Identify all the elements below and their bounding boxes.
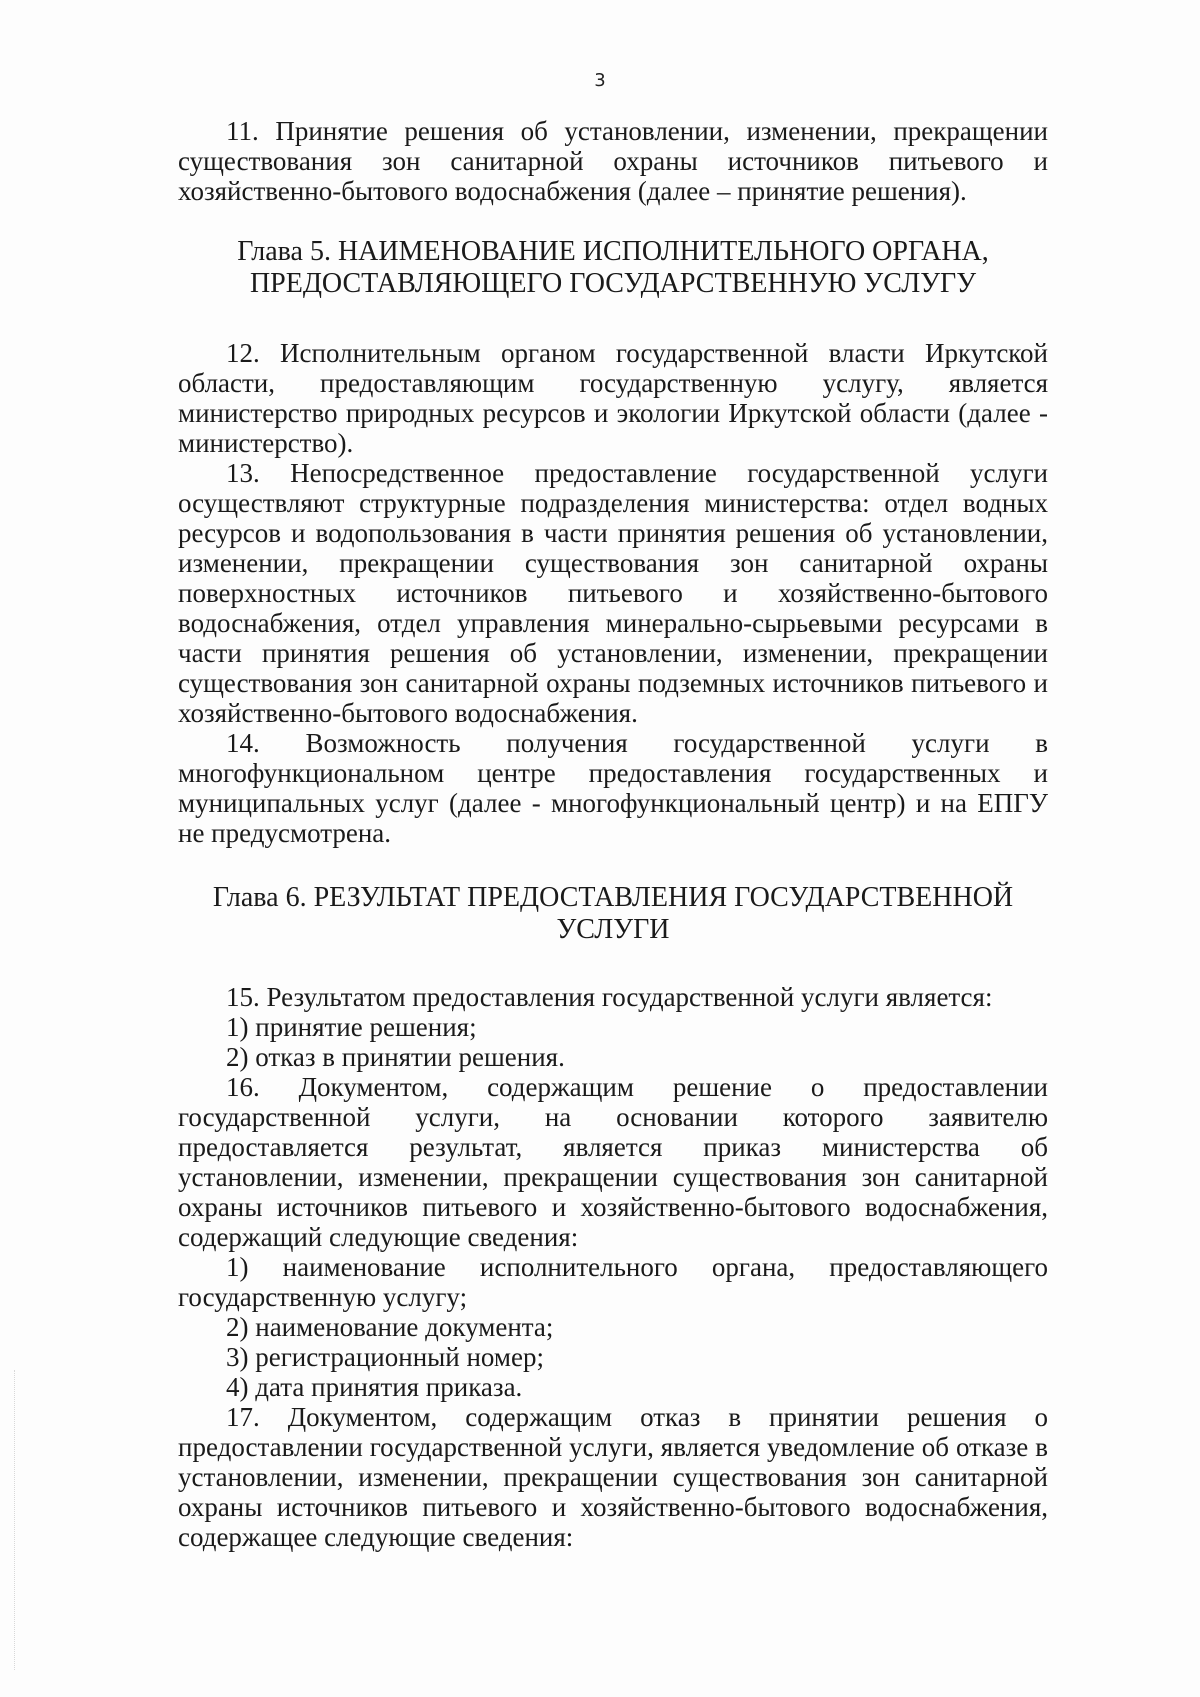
paragraph-11: 11. Принятие решения об установлении, изменении, прекращении существования зон санитарной охраны источников питьевого и хозяйственно-бытового водоснабжения (далее – принятие решения). (178, 116, 1048, 206)
paragraph-13: 13. Непосредственное предоставление государственной услуги осуществляют структурные подразделения министерства: отдел водных ресурсов и водопользования в части принятия решения об установлении, изменении, прекращении существования зон санитарной охраны поверхностных источников питьевого и хозяйственно-бытового водоснабжения, отдел управления минерально-сырьевыми ресурсами в части принятия решения об установлении, изменении, прекращении существования зон санитарной охраны подземных источников питьевого и хозяйственно-бытового водоснабжения. (178, 458, 1048, 728)
paragraph-16-item-4: 4) дата принятия приказа. (226, 1372, 523, 1402)
paragraph-15: 15. Результатом предоставления государственной услуги является: (226, 982, 993, 1012)
paragraph-12: 12. Исполнительным органом государственной власти Иркутской области, предоставляющим государственную услугу, является министерство природных ресурсов и экологии Иркутской области (далее - министерство). (178, 338, 1048, 458)
paragraph-17: 17. Документом, содержащим отказ в принятии решения о предоставлении государственной услуги, является уведомление об отказе в установлении, изменении, прекращении существования зон санитарной охраны источников питьевого и хозяйственно-бытового водоснабжения, содержащее следующие сведения: (178, 1402, 1048, 1552)
chapter-5-heading: Глава 5. НАИМЕНОВАНИЕ ИСПОЛНИТЕЛЬНОГО ОРГАНА, ПРЕДОСТАВЛЯЮЩЕГО ГОСУДАРСТВЕННУЮ УСЛУГУ (237, 236, 989, 299)
paragraph-16-item-1: 1) наименование исполнительного органа, предоставляющего государственную услугу; (178, 1252, 1048, 1312)
document-body (178, 116, 1048, 1552)
page-number: 3 (594, 70, 606, 91)
chapter-6-heading: Глава 6. РЕЗУЛЬТАТ ПРЕДОСТАВЛЕНИЯ ГОСУДАРСТВЕННОЙ УСЛУГИ (212, 882, 1014, 945)
paragraph-16: 16. Документом, содержащим решение о предоставлении государственной услуги, на основании которого заявителю предоставляется результат, является приказ министерства об установлении, изменении, прекращении существования зон санитарной охраны источников питьевого и хозяйственно-бытового водоснабжения, содержащий следующие сведения: (178, 1072, 1048, 1252)
paragraph-16-item-2: 2) наименование документа; (226, 1312, 554, 1342)
paragraph-14: 14. Возможность получения государственной услуги в многофункциональном центре предоставления государственных и муниципальных услуг (далее - многофункциональный центр) и на ЕПГУ не предусмотрена. (178, 728, 1048, 848)
paragraph-16-item-3: 3) регистрационный номер; (226, 1342, 544, 1372)
scan-edge-mark (14, 1370, 16, 1670)
paragraph-15-item-2: 2) отказ в принятии решения. (226, 1042, 565, 1072)
paragraph-15-item-1: 1) принятие решения; (226, 1012, 477, 1042)
